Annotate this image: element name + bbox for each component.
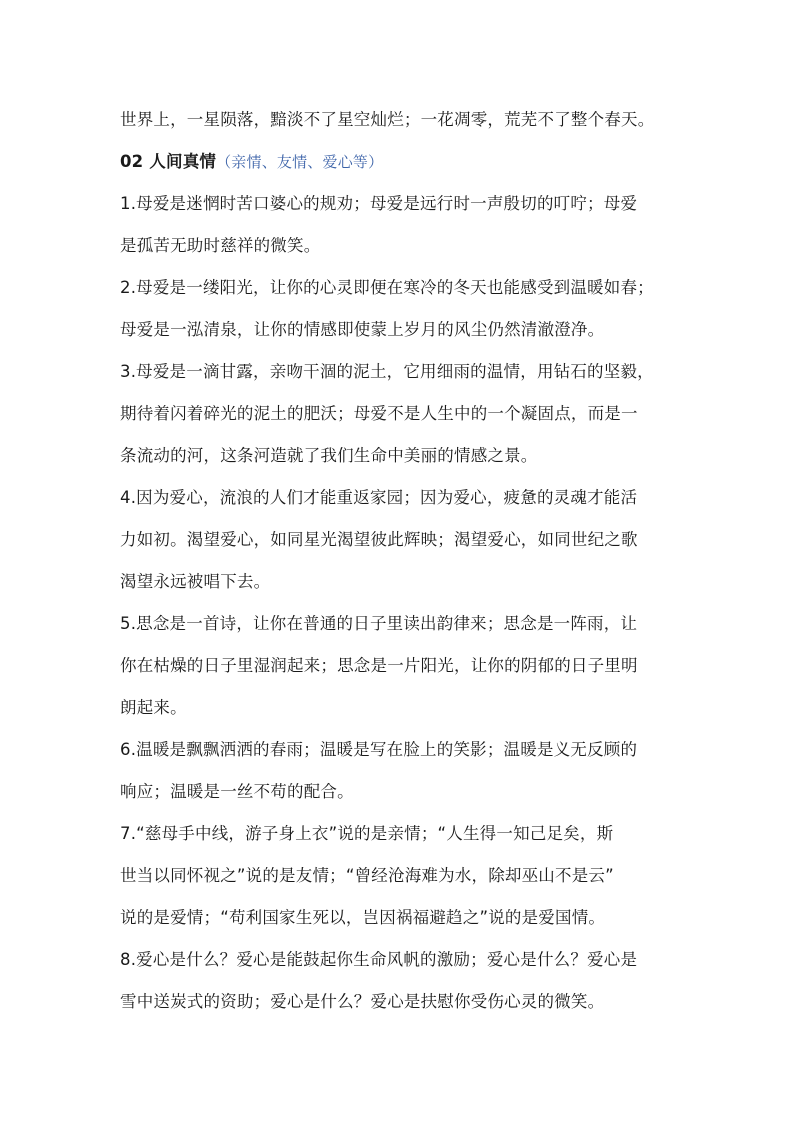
paragraph-line: 6.温暖是飘飘洒洒的春雨；温暖是写在脸上的笑影；温暖是义无反顾的: [120, 740, 638, 759]
section-heading: [120, 151, 710, 173]
paragraph-line: 雪中送炭式的资助；爱心是什么？爱心是扶慰你受伤心灵的微笑。: [120, 992, 605, 1011]
paragraph-line: 响应；温暖是一丝不苟的配合。: [120, 782, 354, 801]
paragraph-line: 1.母爱是迷惘时苦口婆心的规劝；母爱是远行时一声殷切的叮咛；母爱: [120, 194, 638, 213]
section-heading-title: 02 人间真情: [120, 152, 217, 171]
paragraph-line: 朗起来。: [120, 698, 187, 717]
paragraph-line: 8.爱心是什么？爱心是能鼓起你生命风帆的激励；爱心是什么？爱心是: [120, 950, 638, 969]
paragraph-line: 期待着闪着碎光的泥土的肥沃；母爱不是人生中的一个凝固点，而是一: [120, 404, 638, 423]
paragraph-line: 世界上，一星陨落，黯淡不了星空灿烂；一花凋零，荒芜不了整个春天。: [120, 110, 655, 129]
paragraph-line: 力如初。渴望爱心，如同星光渴望彼此辉映；渴望爱心，如同世纪之歌: [120, 530, 638, 549]
paragraph-line: 条流动的河，这条河造就了我们生命中美丽的情感之景。: [120, 446, 538, 465]
paragraph-line: 3.母爱是一滴甘露，亲吻干涸的泥土，它用细雨的温情，用钻石的坚毅，: [120, 362, 654, 381]
section-heading-subtitle: （亲情、友情、爱心等）: [216, 153, 384, 171]
paragraph-line: 2.母爱是一缕阳光，让你的心灵即便在寒冷的冬天也能感受到温暖如春；: [120, 278, 654, 297]
paragraph-line: 7.“慈母手中线，游子身上衣”说的是亲情；“人生得一知己足矣，斯: [120, 824, 614, 843]
paragraph-line: 你在枯燥的日子里湿润起来；思念是一片阳光，让你的阴郁的日子里明: [120, 656, 638, 675]
paragraph-line: 渴望永远被唱下去。: [120, 572, 271, 591]
paragraph-line: 是孤苦无助时慈祥的微笑。: [120, 236, 321, 255]
paragraph-line: 说的是爱情；“苟利国家生死以，岂因祸福避趋之”说的是爱国情。: [120, 908, 606, 927]
paragraph-line: 4.因为爱心，流浪的人们才能重返家园；因为爱心，疲惫的灵魂才能活: [120, 488, 638, 507]
paragraph-line: 5.思念是一首诗，让你在普通的日子里读出韵律来；思念是一阵雨，让: [120, 614, 638, 633]
paragraph-line: 母爱是一泓清泉，让你的情感即使蒙上岁月的风尘仍然清澈澄净。: [120, 320, 605, 339]
paragraph-line: 世当以同怀视之”说的是友情；“曾经沧海难为水，除却巫山不是云”: [120, 866, 614, 885]
